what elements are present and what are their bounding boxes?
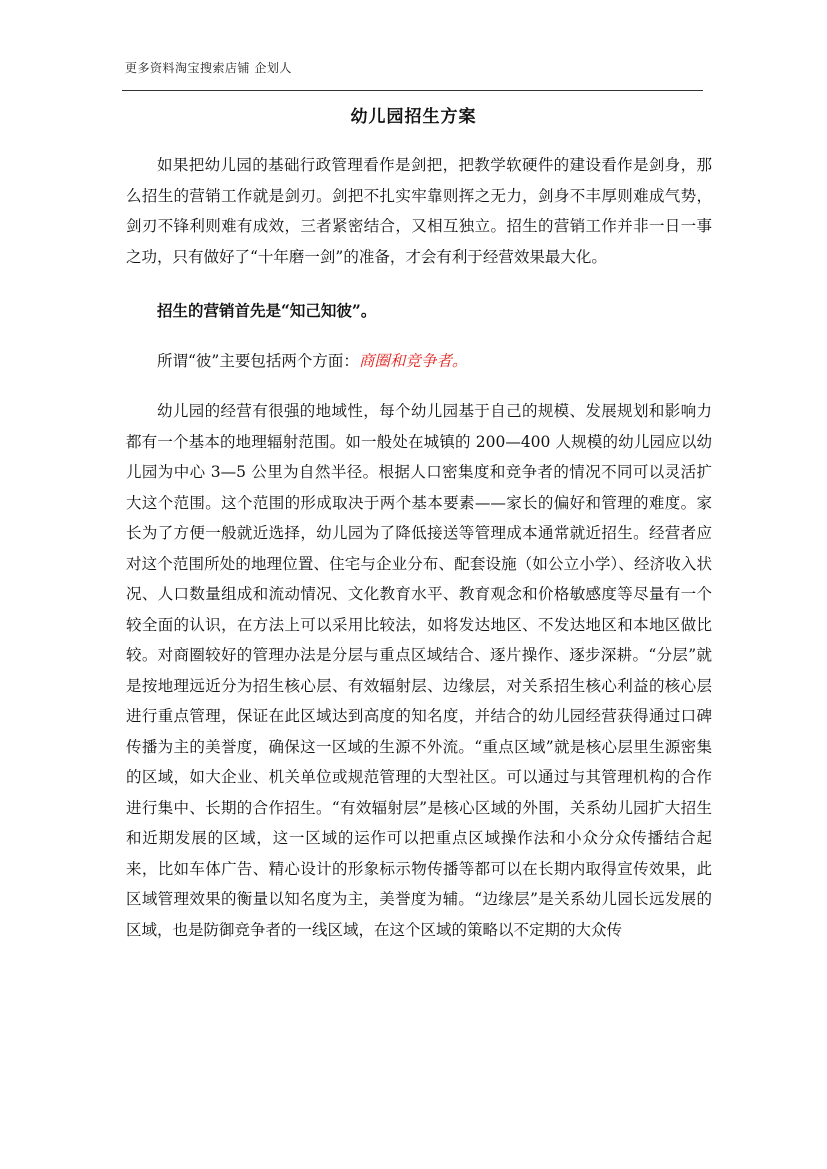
header-divider — [122, 90, 703, 91]
scope-paragraph — [126, 346, 712, 377]
header-text: 更多资料淘宝搜索店铺 企划人 — [125, 61, 292, 75]
document-body — [126, 150, 712, 945]
scope-prefix: 所谓“彼”主要包括两个方面： — [157, 351, 359, 370]
section-heading: 招生的营销首先是“知己知彼”。 — [157, 301, 377, 320]
document-title: 幼儿园招生方案 — [350, 107, 477, 127]
intro-paragraph: 如果把幼儿园的基础行政管理看作是剑把，把教学软硬件的建设看作是剑身，那么招生的营销工作就是剑刃。剑把不扎实牢靠则挥之无力，剑身不丰厚则难成气势，剑刃不锋利则难有成效，三者紧密结合，又相互独立。招生的营销工作并非一日一事之功，只有做好了“十年磨一剑”的准备，才会有利于经营效果最大化。 — [126, 156, 712, 266]
scope-highlight: 商圈和竞争者。 — [358, 351, 468, 370]
main-paragraph: 幼儿园的经营有很强的地域性，每个幼儿园基于自己的规模、发展规划和影响力都有一个基本的地理辐射范围。如一般处在城镇的 200—400 人规模的幼儿园应以幼儿园为中心 3—5 公里为自然半径。根据人口密集度和竞争者的情况不同可以灵活扩大这个范围。这个范围的形成取决于两个基本要素——家长的偏好和管理的难度。家长为了方便一般就近选择，幼儿园为了降低接送等管理成本通常就近招生。经营者应对这个范围所处的地理位置、住宅与企业分布、配套设施（如公立小学）、经济收入状况、人口数量组成和流动情况、文化教育水平、教育观念和价格敏感度等尽量有一个较全面的认识，在方法上可以采用比较法，如将发达地区、不发达地区和本地区做比较。对商圈较好的管理办法是分层与重点区域结合、逐片操作、逐步深耕。“分层”就是按地理远近分为招生核心层、有效辐射层、边缘层，对关系招生核心利益的核心层进行重点管理，保证在此区域达到高度的知名度，并结合的幼儿园经营获得通过口碑传播为主的美誉度，确保这一区域的生源不外流。“重点区域”就是核心层里生源密集的区域，如大企业、机关单位或规范管理的大型社区。可以通过与其管理机构的合作进行集中、长期的合作招生。“有效辐射层”是核心区域的外围，关系幼儿园扩大招生和近期发展的区域，这一区域的运作可以把重点区域操作法和小众分众传播结合起来，比如车体广告、精心设计的形象标示物传播等都可以在长期内取得宣传效果，此区域管理效果的衡量以知名度为主，美誉度为辅。“边缘层”是关系幼儿园长远发展的区域，也是防御竞争者的一线区域，在这个区域的策略以不定期的大众传 — [126, 402, 712, 939]
